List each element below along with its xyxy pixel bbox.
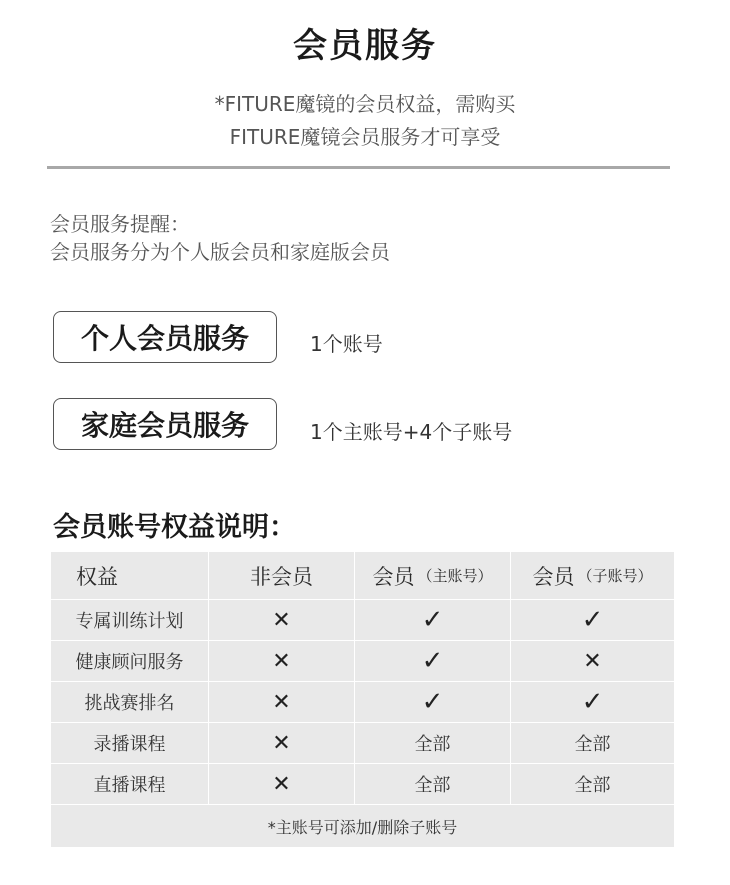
personal-plan-description: 1个账号	[310, 332, 383, 356]
table-row	[51, 600, 674, 641]
cross-icon: ✕	[583, 648, 602, 674]
check-icon: ✓	[421, 646, 444, 676]
check-icon: ✓	[421, 687, 444, 717]
table-row	[51, 641, 674, 682]
header-benefit-label: 权益	[76, 564, 118, 589]
sub-account-value: 全部	[574, 775, 611, 796]
header-main-account-sub: （主账号）	[417, 567, 493, 585]
table-row	[51, 723, 674, 764]
subtitle-line-1: *FITURE魔镜的会员权益，需购买	[214, 92, 516, 116]
header-sub-account-sub: （子账号）	[577, 567, 653, 585]
cross-icon: ✕	[272, 648, 291, 674]
main-account-value: 全部	[355, 723, 511, 763]
benefit-name: 专属训练计划	[51, 600, 209, 640]
sub-account-value: 全部	[574, 734, 611, 755]
benefits-table	[51, 552, 674, 847]
check-icon: ✓	[421, 605, 444, 635]
benefit-name: 录播课程	[51, 723, 209, 763]
main-account-value: 全部	[355, 764, 511, 804]
check-icon: ✓	[581, 687, 604, 717]
family-plan-button[interactable]: 家庭会员服务	[53, 398, 277, 450]
header-non-member-label: 非会员	[250, 564, 313, 589]
cross-icon: ✕	[272, 607, 291, 633]
header-main-account	[355, 552, 511, 599]
header-benefit	[51, 552, 209, 599]
benefit-name: 挑战赛排名	[51, 682, 209, 722]
cross-icon: ✕	[272, 771, 291, 797]
header-sub-account-label: 会员	[532, 564, 575, 589]
cross-icon: ✕	[272, 730, 291, 756]
benefits-section-title: 会员账号权益说明：	[53, 512, 296, 543]
table-footnote: *主账号可添加/删除子账号	[267, 817, 458, 837]
check-icon: ✓	[581, 605, 604, 635]
reminder-heading: 会员服务提醒：	[50, 212, 190, 236]
section-divider	[47, 166, 670, 169]
table-row	[51, 764, 674, 805]
table-row	[51, 682, 674, 723]
benefit-name: 直播课程	[51, 764, 209, 804]
benefit-name: 健康顾问服务	[51, 641, 209, 681]
personal-plan-button[interactable]: 个人会员服务	[53, 311, 277, 363]
reminder-text: 会员服务分为个人版会员和家庭版会员	[50, 240, 390, 264]
header-sub-account	[511, 552, 674, 599]
table-header-row	[51, 552, 674, 600]
cross-icon: ✕	[272, 689, 291, 715]
header-non-member	[209, 552, 355, 599]
page-title: 会员服务	[293, 26, 437, 66]
header-main-account-label: 会员	[372, 564, 415, 589]
family-plan-description: 1个主账号+4个子账号	[310, 420, 513, 444]
subtitle-line-2: FITURE魔镜会员服务才可享受	[229, 125, 501, 149]
